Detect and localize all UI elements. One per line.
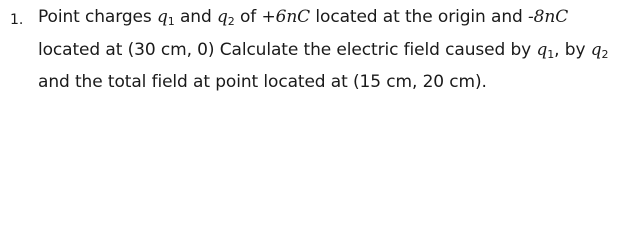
text-segment: Point charges xyxy=(38,7,157,27)
charge-value-1: +6nC xyxy=(261,7,311,27)
problem-number: 1. xyxy=(10,12,24,28)
text-segment: and xyxy=(174,7,217,27)
charge-symbol-q1: $q_1$ xyxy=(156,7,175,28)
charge-symbol-q2: $q_2$ xyxy=(216,7,235,28)
text-segment: located at the origin and xyxy=(310,7,528,27)
text-segment: of xyxy=(234,7,262,27)
problem-statement xyxy=(0,0,625,102)
problem-line-3: and the total field at point located at (15 cm, 20 cm). xyxy=(38,72,487,92)
charge-value-2: -8nC xyxy=(528,7,569,27)
charge-symbol-q1: $q_1$ xyxy=(536,40,555,61)
charge-symbol-q2: $q_2$ xyxy=(590,40,609,61)
problem-line-2 xyxy=(38,39,608,66)
text-segment: located at (30 cm, 0) Calculate the electric field caused by xyxy=(38,40,537,60)
text-segment: , by xyxy=(554,40,591,60)
problem-line-1 xyxy=(38,6,568,33)
